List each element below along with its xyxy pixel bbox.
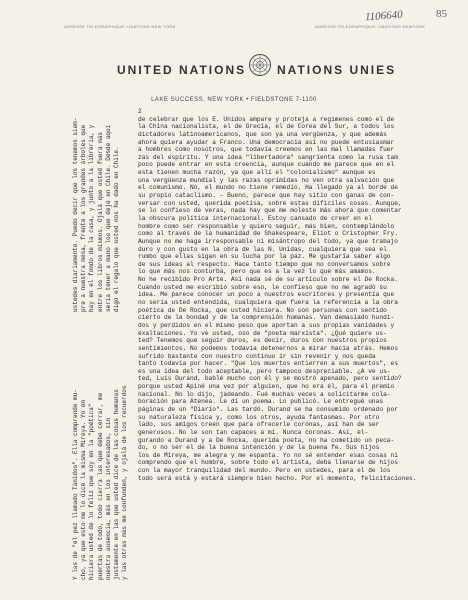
letter-line: se lo confieso de veras, nada hay que me moleste más ahora que comentar [138,207,402,215]
archive-number: 1106640 [364,8,404,24]
letter-line: versar con usted, querida poetisa, sobre estas difíciles cosas. Aunque, [138,199,402,207]
letter-line: dos y perdidos en el mismo peso que aportan a sus propias vanidades y [138,321,395,329]
margin-note-upper [72,12,121,312]
letter-line: ted? Tenemos que seguir duros, es decir, duros con nuestros propios [138,337,387,345]
letter-line: no sería usted entendida, cualquiera que fuera la referencia a la obra [138,299,398,307]
margin-line: justamente en las que usted dice de las cosas humanas [112,389,120,580]
letter-body [138,108,458,482]
margin-line: Y las de "el pez llamado Tánidos". Ella comprende mu- [72,389,79,580]
letter-line: generosos. No le son tan capaces a mí. Nunca coronas. Así, el- [138,428,369,436]
margin-line: nuestra ausencia, más en los interesados, sin [104,417,112,580]
letter-line: Aunque no me haga irresponsable ni misántropo del todo, ya que trabajo [138,237,398,245]
cable-address-left: ADRESSE TELEGRAPHIQUE: UNATIONS NEW YORK [64,24,176,29]
letter-line: zas del espíritu. Y una idea "libertadora" sangrienta como la rusa tam [138,153,398,161]
letter-line: ted, Luis Durand, bablé mucho con él y se mostró apenado, pero sentido? [138,375,402,383]
letter-line: la China nacionalista, el de Grecia, el de Corea del Sur, a todos los [138,123,395,131]
letter-line: boración para Atenea. Le dí un poema. Lo publicó. Le entregué unas [138,398,384,406]
margin-line: ustedes diariamente. Puedo decir que los tenemos siem- [72,117,79,312]
letter-line: poética de De Rocka, que usted hiciera. No son personas con sentido [138,306,387,314]
letter-line: 2 [138,108,142,115]
letter-line: una vergüenza mundial y las razas oprimidas no ven otra salvación que [138,176,395,184]
letter-line: rumbo que ellas sigan en su lucha por la paz. Me gustaría saber algo [138,253,391,261]
letter-line: el comunismo. No, el mundo no tiene remedio. Ha llegado ya al borde de [138,184,398,192]
letter-line: esta tienen mucha razón, ya que allí el "colonialismo" aunque es [138,169,376,177]
letter-line: duro y con gusto en la obra de las N. Unidas, cualquiera que sea el [138,245,387,253]
margin-line: hay en el fondo de la casa, y junto a la librería, y [88,124,96,312]
letterhead-address: LAKE SUCCESS, NEW YORK • FIELDSTONE 7-1100 [151,97,317,103]
letter-line: su propio cataclismo. – Bueno, parece que hay sitio con ganas de con- [138,192,395,200]
margin-note-lower [72,310,129,580]
letter-line: dictadores latinoamericanos, que son ya una vergüenza, y que además [138,130,387,138]
un-emblem-icon [248,53,272,77]
letter-line: nacional. No lo dijo, jadeando. Fué muchas veces a solicitarme cola- [138,390,391,398]
letter-line: poco puede entrar en esta creencia, aunque cuando me parece que en el [138,161,395,169]
letter-line: como al través de la humanidad de Shakespeare, Eliot o Cristopher Fry. [138,230,398,238]
letter-line: los de Mireya, me alegra y me espanta. Yo no sé entender esas cosas ni [138,451,398,459]
letterhead-name-en: UNITED NATIONS [117,63,247,77]
letter-line: tanto todavía por hacer. "Que los muertos entierren a sus muertos", es [138,360,398,368]
letter-line: lado, sus amigos creen que para ofrecerle coronas, así han de ser [138,421,380,429]
margin-line: y las otras más me confunden, y ojalá de los recuerdos [121,385,129,580]
margin-line: digo el regalo que usted nos ha dado en Chile. [112,146,120,312]
letter-line: comprendo que el hombre, sobre todo el artista, deba llenarse de hijos [138,459,398,467]
letter-line: a hombres como nosotros, que todavía creemos en las mal llamadas fuer [138,146,395,154]
page-number: 85 [436,8,447,20]
letter-line: gurando a Durand y a De Rocka, querida poeta, no ha cometido un peca- [138,436,395,444]
letter-line: todo será está y estará siempre bien hecho. Por el momento, felicitaciones. [138,474,417,482]
letter-line: de celebrar que los E. Unidos ampare y proteja a regímenes como el de [138,115,395,123]
letter-line: la obscura política internacional. Estoy cansado de creer en el [138,214,372,222]
letter-line: sentimientos. No podemos todavía detenernos a mirar hacia atrás. Hemos [138,344,398,352]
letter-line: lo que más nos conturba, pero que es a la vez lo que más amamos. [138,268,376,276]
letter-line: cierto de la bondad y de la comprensión humanas. Van demasiado hundi- [138,314,395,322]
margin-line: entre los libros mismos. Ojalá que usted fuera más [96,131,104,312]
letter-line: su naturaleza física y, como los otros, ayuda fantasmas. Por otro [138,413,380,421]
letter-line: No he recibido Pro Arte. Así nada sé de su artículo sobre el De Rocka. [138,276,398,284]
margin-line: sería tener a mano los que dejé en Chile. Desde aquí [104,124,112,312]
letter-line: porque usted Apiné una vez por alguien, que no era él, para el premio [138,383,395,391]
letterhead-name-fr: NATIONS UNIES [277,63,397,77]
letter-line: do, o no ser el de la buena intención y de la buena fe. Sus hijos [138,444,380,452]
margin-line: hiciera usted de lo feliz que soy en la "poética" [88,403,96,580]
margin-line: pre a nuestra mesa, frente a los grandes árboles que [80,124,88,312]
letter-line: de sus ideas al respecto. Hace tanto tiempo que no conversamos sobre [138,260,391,268]
letter-line: idea. Me parece conocer un poco a nuestros escritores y presentía que [138,291,395,299]
letter-line: con la mayor tranquilidad del mundo. Pero en ustedes, para el de los [138,467,391,475]
letter-line: exaltaciones. Yo ve usted, oso de "poeta marxista". ¿Qué quiere us- [138,329,387,337]
margin-line: cho, ya que esto me lo dice la misma Mireya. Yo en [80,399,88,580]
margin-line: puertas de todo, todo cierra las que debe cerrar, me [96,392,104,580]
cable-address-right: ADRESSE TELEGRAPHIQUE: UNATIONS NEWYORK [315,24,426,29]
letter-line: es una idea del todo aceptable, pero tampoco despreciable. ¿A ve us- [138,367,391,375]
letter-line: páginas de un "Diario". Las tardó. Durand se ha consumido ordenado por [138,405,398,413]
letter-line: Cuando usted me escribió sobre eso, le confieso que no me agradó su [138,283,387,291]
letter-line: sufrido bastante con nuestro continuo ir sin revenir y nos queda [138,352,376,360]
letter-line: ahora quiera ayudar a Franco. Una democracia así no puede entusiasmar [138,138,395,146]
letter-line: hombre como ser responsable y quiero seguir, más bien, contemplándolo [138,222,395,230]
